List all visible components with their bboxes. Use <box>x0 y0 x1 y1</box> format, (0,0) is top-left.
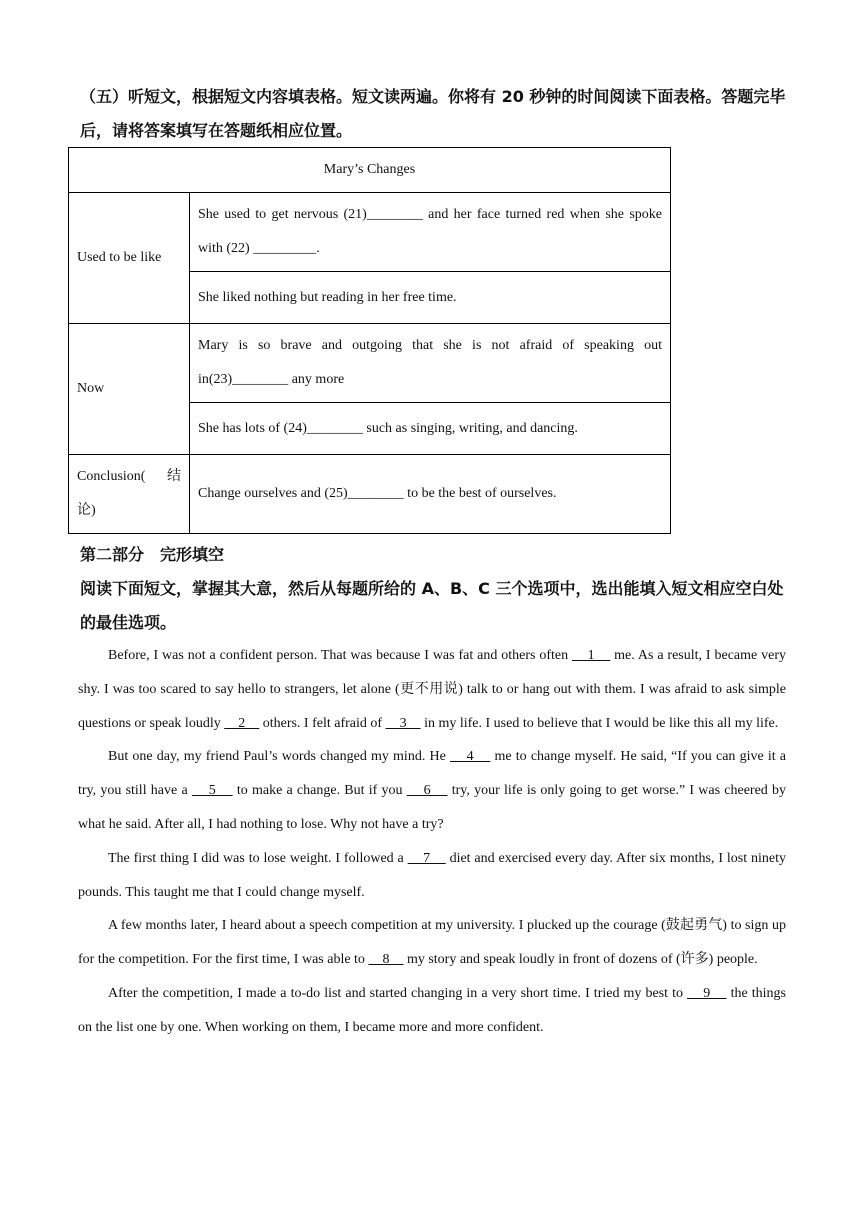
passage-paragraph <box>78 740 786 841</box>
passage-text: Before, I was not a confident person. That was because I was fat and others often <box>108 648 573 663</box>
blank-5: 5 <box>191 783 233 799</box>
table-title: Mary’s Changes <box>69 148 671 193</box>
row-label-used-to-be-like: Used to be like <box>69 193 190 324</box>
blank-4: 4 <box>449 749 491 765</box>
table-cell: She liked nothing but reading in her free time. <box>190 272 671 324</box>
passage-paragraph <box>78 977 786 1045</box>
table-row <box>69 324 671 403</box>
passage-text: But one day, my friend Paul’s words changed my mind. He <box>108 749 450 765</box>
blank-8: 8 <box>368 952 404 968</box>
passage-paragraph <box>78 842 786 910</box>
table-cell: She used to get nervous (21)________ and her face turned red when she spoke with (22) _________. <box>190 193 671 272</box>
passage-text: in my life. I used to believe that I would be like this all my life. <box>420 715 779 731</box>
passage-text: my story and speak loudly in front of dozens of (许多) people. <box>403 952 758 968</box>
passage-text: After the competition, I made a to-do list and started changing in a very short time. I tried my best to <box>108 985 688 1001</box>
part-2-instructions: 阅读下面短文，掌握其大意，然后从每题所给的 A、B、C 三个选项中，选出能填入短文相应空白处的最佳选项。 <box>80 579 784 632</box>
marys-changes-table <box>68 147 671 534</box>
table-row <box>69 455 671 534</box>
blank-6: 6 <box>406 783 448 799</box>
table-title-row <box>69 148 671 193</box>
passage-paragraph <box>78 909 786 977</box>
blank-9: 9 <box>687 985 727 1001</box>
table-row <box>69 193 671 272</box>
blank-2: 2 <box>224 715 260 731</box>
passage-text: me. As a result, I became very shy. I was too scared to say hello to strangers, let alone (更不用说) talk to or hang out with them. I was afraid to ask simple questions or speak loudly <box>78 648 787 731</box>
table-cell: Change ourselves and (25)________ to be the best of ourselves. <box>190 455 671 534</box>
passage-text: try, your life is only going to get worse.” I was cheered by what he said. After all, I had nothing to lose. Why not have a try? <box>78 783 786 832</box>
blank-7: 7 <box>407 850 446 866</box>
section-5-heading: （五）听短文，根据短文内容填表格。短文读两遍。你将有 20 秒钟的时间阅读下面表格。答题完毕后，请将答案填写在答题纸相应位置。 <box>80 87 786 140</box>
passage-text: me to change myself. He said, “If you can give it a try, you still have a <box>78 749 787 799</box>
table-cell: She has lots of (24)________ such as singing, writing, and dancing. <box>190 403 671 455</box>
blank-1: 1 <box>572 648 611 663</box>
passage-text: diet and exercised every day. After six months, I lost ninety pounds. This taught me that I could change myself. <box>78 850 787 900</box>
passage-paragraph <box>78 639 786 740</box>
blank-3: 3 <box>385 715 421 731</box>
row-label-now: Now <box>69 324 190 455</box>
passage-text: to make a change. But if you <box>232 783 407 799</box>
row-label-conclusion: Conclusion( 结论) <box>69 455 190 534</box>
passage-text: the things on the list one by one. When working on them, I became more and more confident. <box>78 985 786 1035</box>
passage-text: A few months later, I heard about a speech competition at my university. I plucked up the courage (鼓起勇气) to sign up for the competition. For the first time, I was able to <box>78 918 786 968</box>
passage-text: others. I felt afraid of <box>259 715 386 731</box>
passage-text: The first thing I did was to lose weight. I followed a <box>108 850 408 866</box>
cloze-passage <box>78 639 786 1045</box>
table-cell: Mary is so brave and outgoing that she is not afraid of speaking out in(23)________ any more <box>190 324 671 403</box>
part-2-title: 第二部分 完形填空 <box>80 545 225 564</box>
